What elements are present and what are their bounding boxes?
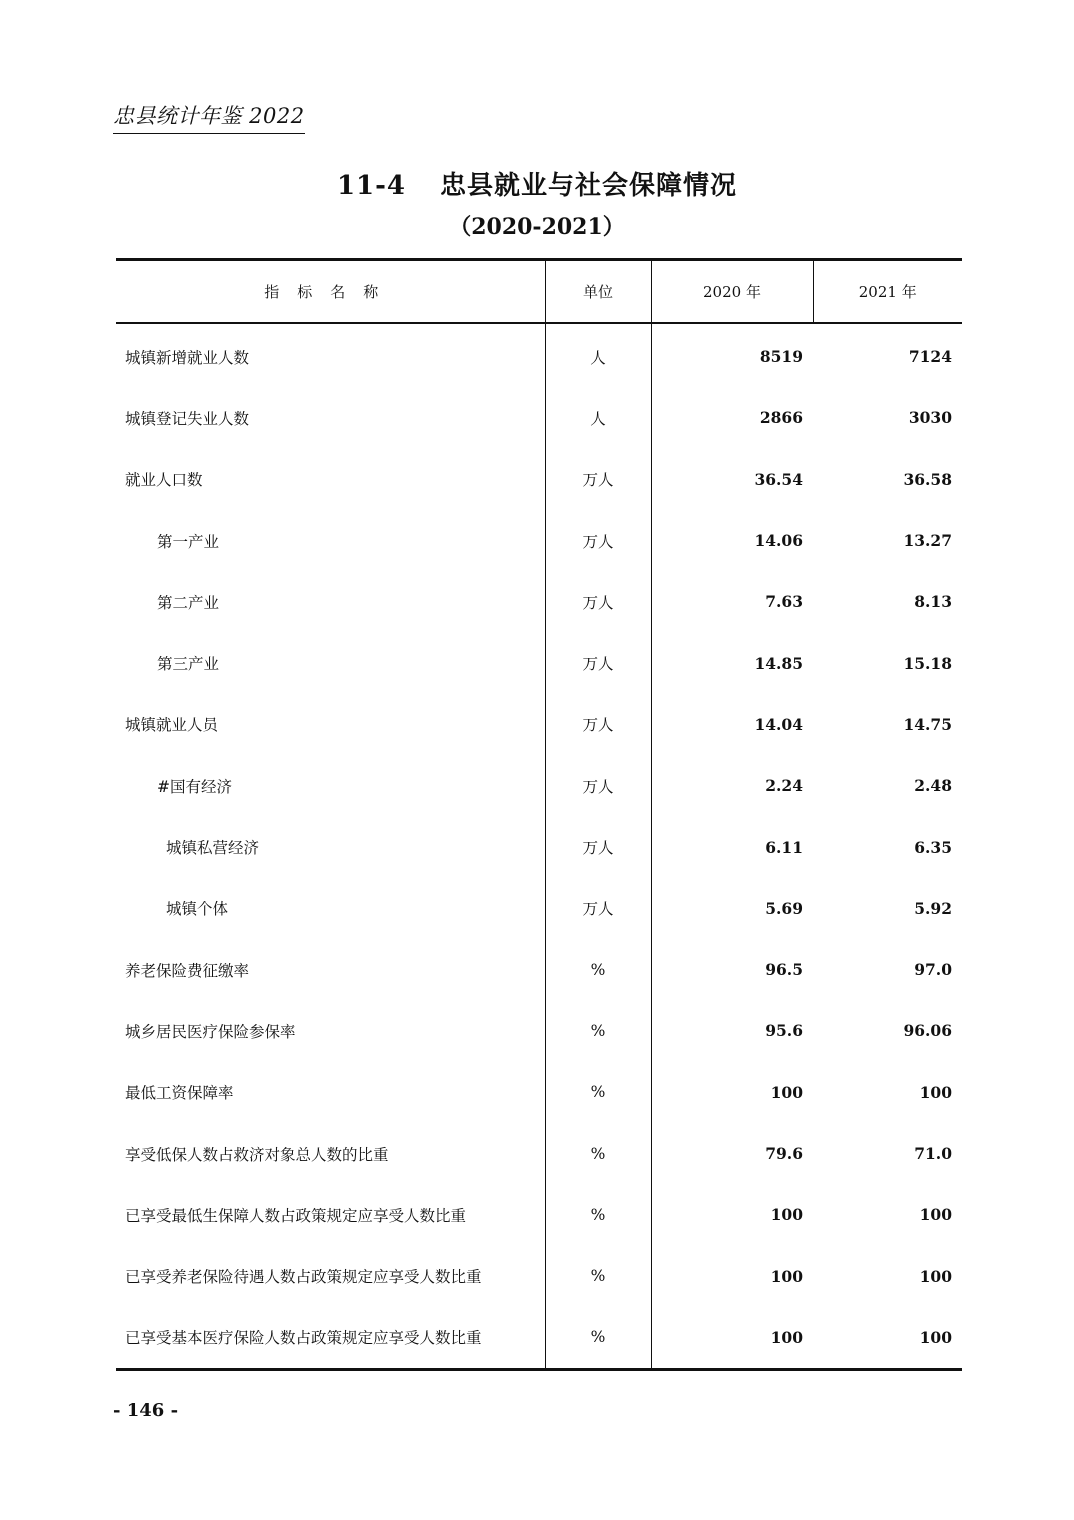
indicator-name: 最低工资保障率 [125, 1084, 234, 1103]
indicator-name: 城乡居民医疗保险参保率 [125, 1022, 296, 1041]
table-row [116, 1000, 962, 1061]
value-2020: 14.04 [651, 694, 813, 755]
unit-cell: % [545, 1062, 651, 1123]
unit-cell: % [545, 1123, 651, 1184]
value-2021: 5.92 [914, 898, 952, 918]
indicator-name: 城镇就业人员 [125, 716, 219, 735]
value-2020: 2866 [651, 387, 813, 448]
table-body [116, 323, 962, 1370]
indicator-name: 城镇新增就业人数 [125, 348, 250, 367]
value-2020: 96.5 [651, 939, 813, 1000]
value-2021: 71.0 [914, 1144, 952, 1163]
running-header: 忠县统计年鉴 2022 [113, 100, 305, 134]
value-2021: 7124 [908, 347, 952, 367]
value-2020: 100 [651, 1245, 813, 1306]
value-2021: 13.27 [903, 531, 952, 551]
unit-cell: 万人 [545, 694, 651, 755]
unit-cell: 人 [545, 323, 651, 387]
value-2021: 100 [919, 1205, 952, 1225]
unit-cell: 万人 [545, 632, 651, 693]
table-row [116, 816, 962, 877]
value-2020: 2.24 [651, 755, 813, 816]
unit-cell: 万人 [545, 449, 651, 510]
indicator-name: 城镇私营经济 [166, 839, 260, 858]
table-header-row [116, 260, 962, 324]
indicator-name: 第一产业 [157, 532, 220, 551]
value-2021: 100 [919, 1327, 952, 1347]
indicator-name: 养老保险费征缴率 [125, 961, 250, 980]
table-row [116, 1307, 962, 1370]
table-row [116, 571, 962, 632]
column-header-name: 指标名称 [116, 260, 545, 324]
unit-cell: % [545, 1307, 651, 1370]
page-subtitle: （2020-2021） [449, 214, 625, 240]
table-row [116, 755, 962, 816]
unit-cell: 万人 [545, 755, 651, 816]
page-title [0, 165, 1074, 202]
table-title: 忠县就业与社会保障情况 [440, 171, 738, 201]
table-row [116, 939, 962, 1000]
value-2021: 36.58 [903, 469, 952, 489]
value-2021: 14.75 [903, 714, 952, 734]
value-2020: 36.54 [651, 449, 813, 510]
value-2020: 100 [651, 1184, 813, 1245]
value-2021: 100 [919, 1266, 952, 1286]
value-2020: 14.85 [651, 632, 813, 693]
value-2021: 2.48 [914, 776, 952, 796]
indicator-name: 城镇登记失业人数 [125, 409, 250, 428]
table-row [116, 387, 962, 448]
table-number: 11-4 [336, 171, 407, 201]
table-row [116, 878, 962, 939]
indicator-name: 享受低保人数占救济对象总人数的比重 [125, 1145, 389, 1164]
indicator-name: 城镇个体 [166, 900, 229, 919]
table-row [116, 632, 962, 693]
indicator-name: 已享受养老保险待遇人数占政策规定应享受人数比重 [125, 1268, 482, 1287]
page-number: - 146 - [113, 1400, 179, 1421]
table-row [116, 1245, 962, 1306]
value-2020: 8519 [651, 323, 813, 387]
indicator-name: 已享受最低生保障人数占政策规定应享受人数比重 [125, 1206, 467, 1225]
column-header-unit: 单位 [545, 260, 651, 324]
column-header-2021: 2021 年 [813, 260, 962, 324]
value-2021: 100 [919, 1082, 952, 1102]
unit-cell: 万人 [545, 571, 651, 632]
value-2021: 8.13 [914, 592, 952, 612]
unit-cell: % [545, 1000, 651, 1061]
value-2020: 100 [651, 1307, 813, 1370]
column-header-2020: 2020 年 [651, 260, 813, 324]
value-2021: 96.06 [903, 1021, 952, 1041]
table-row [116, 510, 962, 571]
value-2021: 6.35 [914, 837, 952, 857]
indicator-name: 第二产业 [157, 593, 220, 612]
value-2021: 97.0 [914, 960, 952, 980]
value-2020: 100 [651, 1062, 813, 1123]
unit-cell: % [545, 1245, 651, 1306]
unit-cell: % [545, 939, 651, 1000]
statistics-table [116, 258, 962, 1371]
unit-cell: 万人 [545, 816, 651, 877]
indicator-name: 第三产业 [157, 655, 220, 674]
table-row [116, 1062, 962, 1123]
table-row [116, 1123, 962, 1184]
unit-cell: 人 [545, 387, 651, 448]
table-row [116, 323, 962, 387]
unit-cell: % [545, 1184, 651, 1245]
indicator-name: #国有经济 [157, 777, 232, 796]
indicator-name: 已享受基本医疗保险人数占政策规定应享受人数比重 [125, 1329, 482, 1348]
table-row [116, 1184, 962, 1245]
table-row [116, 449, 962, 510]
unit-cell: 万人 [545, 510, 651, 571]
table-row [116, 694, 962, 755]
value-2021: 3030 [908, 408, 952, 428]
unit-cell: 万人 [545, 878, 651, 939]
indicator-name: 就业人口数 [125, 471, 203, 490]
value-2020: 7.63 [651, 571, 813, 632]
value-2020: 79.6 [651, 1123, 813, 1184]
value-2020: 14.06 [651, 510, 813, 571]
value-2021: 15.18 [903, 653, 952, 673]
value-2020: 5.69 [651, 878, 813, 939]
value-2020: 95.6 [651, 1000, 813, 1061]
value-2020: 6.11 [651, 816, 813, 877]
